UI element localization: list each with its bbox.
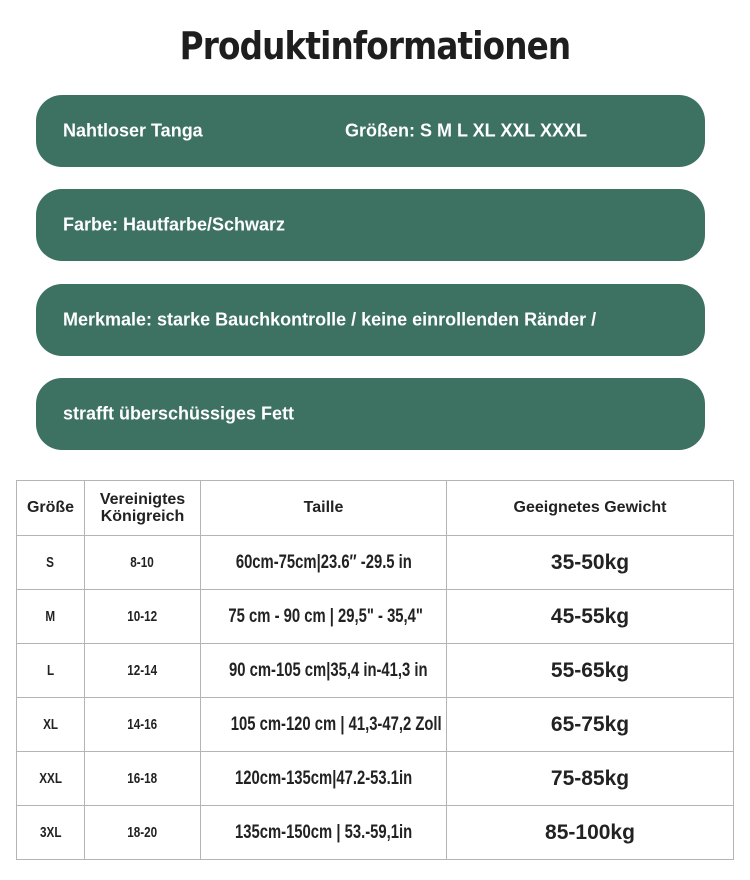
cell-size: L xyxy=(17,644,85,698)
cell-waist: 75 cm - 90 cm | 29,5" - 35,4" xyxy=(201,590,447,644)
product-name-panel xyxy=(36,95,705,167)
cell-weight: 65-75kg xyxy=(447,698,734,752)
cell-waist: 60cm-75cm|23.6″ -29.5 in xyxy=(201,536,447,590)
product-color: Farbe: Hautfarbe/Schwarz xyxy=(63,214,286,235)
cell-weight: 35-50kg xyxy=(447,536,734,590)
cell-uk: 10-12 xyxy=(85,590,201,644)
cell-waist: 105 cm-120 cm | 41,3-47,2 Zoll xyxy=(201,698,447,752)
page-title: Produktinformationen xyxy=(179,24,571,68)
cell-size: 3XL xyxy=(17,806,85,860)
header-uk-line2: Königreich xyxy=(100,508,185,525)
product-color-panel xyxy=(36,189,705,261)
cell-size: S xyxy=(17,536,85,590)
header-uk xyxy=(85,481,201,536)
cell-uk: 14-16 xyxy=(85,698,201,752)
table-header-row xyxy=(17,481,734,536)
cell-uk: 18-20 xyxy=(85,806,201,860)
header-weight: Geeignetes Gewicht xyxy=(447,481,734,536)
cell-uk: 16-18 xyxy=(85,752,201,806)
product-sizes: Größen: S M L XL XXL XXXL xyxy=(345,120,588,141)
cell-weight: 85-100kg xyxy=(447,806,734,860)
table-row xyxy=(17,752,734,806)
table-row xyxy=(17,698,734,752)
cell-waist: 120cm-135cm|47.2-53.1in xyxy=(201,752,447,806)
header-waist: Taille xyxy=(201,481,447,536)
product-features-line1: Merkmale: starke Bauchkontrolle / keine einrollenden Ränder / xyxy=(63,309,597,330)
header-size: Größe xyxy=(17,481,85,536)
cell-size: M xyxy=(17,590,85,644)
product-features-line2: strafft überschüssiges Fett xyxy=(63,403,295,424)
cell-size: XL xyxy=(17,698,85,752)
cell-size: XXL xyxy=(17,752,85,806)
cell-weight: 55-65kg xyxy=(447,644,734,698)
cell-uk: 8-10 xyxy=(85,536,201,590)
product-features-panel xyxy=(36,284,705,356)
table-row xyxy=(17,644,734,698)
size-table xyxy=(16,480,734,860)
table-row xyxy=(17,590,734,644)
table-row xyxy=(17,806,734,860)
product-features-panel-2 xyxy=(36,378,705,450)
cell-waist: 135cm-150cm | 53.-59,1in xyxy=(201,806,447,860)
table-row xyxy=(17,536,734,590)
cell-uk: 12-14 xyxy=(85,644,201,698)
header-uk-line1: Vereinigtes xyxy=(99,491,186,508)
cell-waist: 90 cm-105 cm|35,4 in-41,3 in xyxy=(201,644,447,698)
cell-weight: 45-55kg xyxy=(447,590,734,644)
cell-weight: 75-85kg xyxy=(447,752,734,806)
product-name: Nahtloser Tanga xyxy=(63,120,203,141)
